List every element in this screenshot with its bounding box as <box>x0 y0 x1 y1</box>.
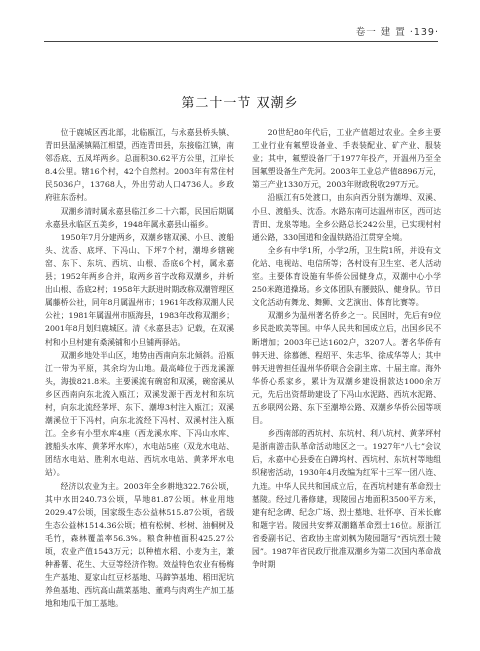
paragraph: 双潮乡清时属永嘉县临江乡二十六都，民国后期属永嘉县永临区五美乡，1948年属永嘉县山福乡。 <box>45 206 234 229</box>
paragraph: 双潮乡地处半山区，地势由西南向东北倾斜。沿瓯江一带为平原，其余均为山地。最高峰位于西龙溪源头，海拔821.8米。主要溪流有碗窑和双溪，碗窑溪从乡区西南向东北流入瓯江；双溪发源于西龙村和东坑村，向东北流经茅坪、东下、潮埠3村注入瓯江；双溪潮溪位于下冯村，向东北流经下冯村、双溪村注入瓯江。全乡有小型水库4座（西龙溪水库、下冯山水库、渡船头水库、黄茅坪水库），水电站5座（双龙水电站、团结水电站、胜利水电站、西坑水电站、黄茅坪水电站）。 <box>45 350 234 478</box>
header-rule <box>44 41 438 42</box>
right-column <box>252 126 441 571</box>
paragraph: 双潮乡为温州著名侨乡之一。民国时，先后有9位乡民赴欧美等国。中华人民共和国成立后，出国乡民不断增加；2003年已达1602户，3207人。著名华侨有韩天进、徐慕德、程绍平、朱志华、徐成华等人；其中韩天进曾担任温州华侨联合会副主席、十届主席。海外华侨心系家乡，累计为双潮乡建设捐款达1000余万元，先后出资帮助建设了下冯山水泥路、西坑水泥路、五乡联网公路、东下至潮埠公路、双潮乡华侨公园等项目。 <box>252 311 441 426</box>
paragraph: 经济以农业为主。2003年全乡耕地322.76公顷，其中水田240.73公顷，旱地81.87公顷。林业用地2029.47公顷，国家级生态公益林515.87公顷，省级生态公益林1514.36公顷；植有松树、杉树、油桐树及毛竹，森林覆盖率56.3%。粮食种植面积425.27公顷，农业产值1543万元；以种植水稻、小麦为主，兼种番薯、花生、大豆等经济作物。效益特色农业有杨梅生产基地、夏家山红豆杉基地、马蹄笋基地、稻田泥坑养鱼基地、西坑高山蔬菜基地、董鸡与肉鸡生产加工基地和地瓜干加工基地。 <box>45 481 234 609</box>
paragraph: 位于鹿城区西北部，北临瓯江，与永嘉县桥头镇、青田县温溪镇隔江相望，西连青田县，东接临江镇，南邻岙底、五凤垟两乡。总面积30.62平方公里，江岸长8.4公里。辖16个村，42个自然村。2003年有常住村民5036户，13768人，外出劳动人口4736人。乡政府驻东岙村。 <box>45 128 234 203</box>
paragraph: 乡西南部的西坑村、东坑村、利八坑村、黄茅坪村是浙南游击队革命活动地区之一。1927年“八七”会议后，永嘉中心县委在白蹲坞村、西坑村、东坑村等地组织秘密活动，1930年4月改编为红军十三军一团八连、九连。中华人民共和国成立后，在西坑村建有革命烈士墓陵。经过几番修建，现陵园占地面积3500平方米，建有纪念碑、纪念广场、烈士墓地、壮怀亭、百米长廊和题字岩。陵园共安葬双潮籍革命烈士16位。原浙江省委副书记、省政协主席刘枫为陵园题写“西坑烈士陵园”。1987年省民政厅批准双潮乡为第二次国内革命战争时期 <box>252 429 441 570</box>
paragraph: 20世纪80年代后，工业产值超过农业。全乡主要工业行业有氟塑设备业、手表装配业、矿产业、服装业；其中，氟塑设备厂于1977年投产，开温州乃至全国氟塑设备生产先河。2003年工业总产值8896万元，第三产业1330万元，2003年财政税收297万元。 <box>252 128 441 190</box>
paragraph: 1950年7月分建两乡，双潮乡辖双溪、小旦、渡船头、沈岙、底坪、下冯山、下坪7个村，潮埠乡辖碗窑、东下、东坑、西坑、山根、岙底6个村，属永嘉县；1952年两乡合并，取两乡首字改称双潮乡，并析出山根、岙底2村；1958年大跃进时期改称双潮管理区属藤桥公社，同年8月属温州市；1961年改称双潮人民公社；1981年属温州市瓯海县，1983年改称双潮乡；2001年8月划归鹿城区。清《永嘉县志》记载，在双溪村和小旦村建有桑溪铺和小旦铺两驿站。 <box>45 232 234 347</box>
left-column <box>45 126 234 610</box>
section-title: 第二十一节 双潮乡 <box>181 96 299 111</box>
paragraph: 沿瓯江有5处渡口，由东向西分别为潮埠、双溪、小旦、渡船头、沈岙。水路东南可达温州市区，西可达青田、龙泉等地。全乡公路总长242公里，已实现村村通公路，330国道和金温铁路沿江贯穿全境。 <box>252 193 441 242</box>
paragraph: 全乡有中学1所，小学2所，卫生院1所，并设有文化站、电视站、电信所等；各村设有卫生室、老人活动室。主要体育设施有华侨公园健身点，双潮中心小学250米跑道操场。乡文体团队有腰鼓队、健身队。节日文化活动有舞龙、舞狮、文艺演出、体育比赛等。 <box>252 245 441 308</box>
running-header: 卷一 建 置 ·139· <box>355 27 439 38</box>
